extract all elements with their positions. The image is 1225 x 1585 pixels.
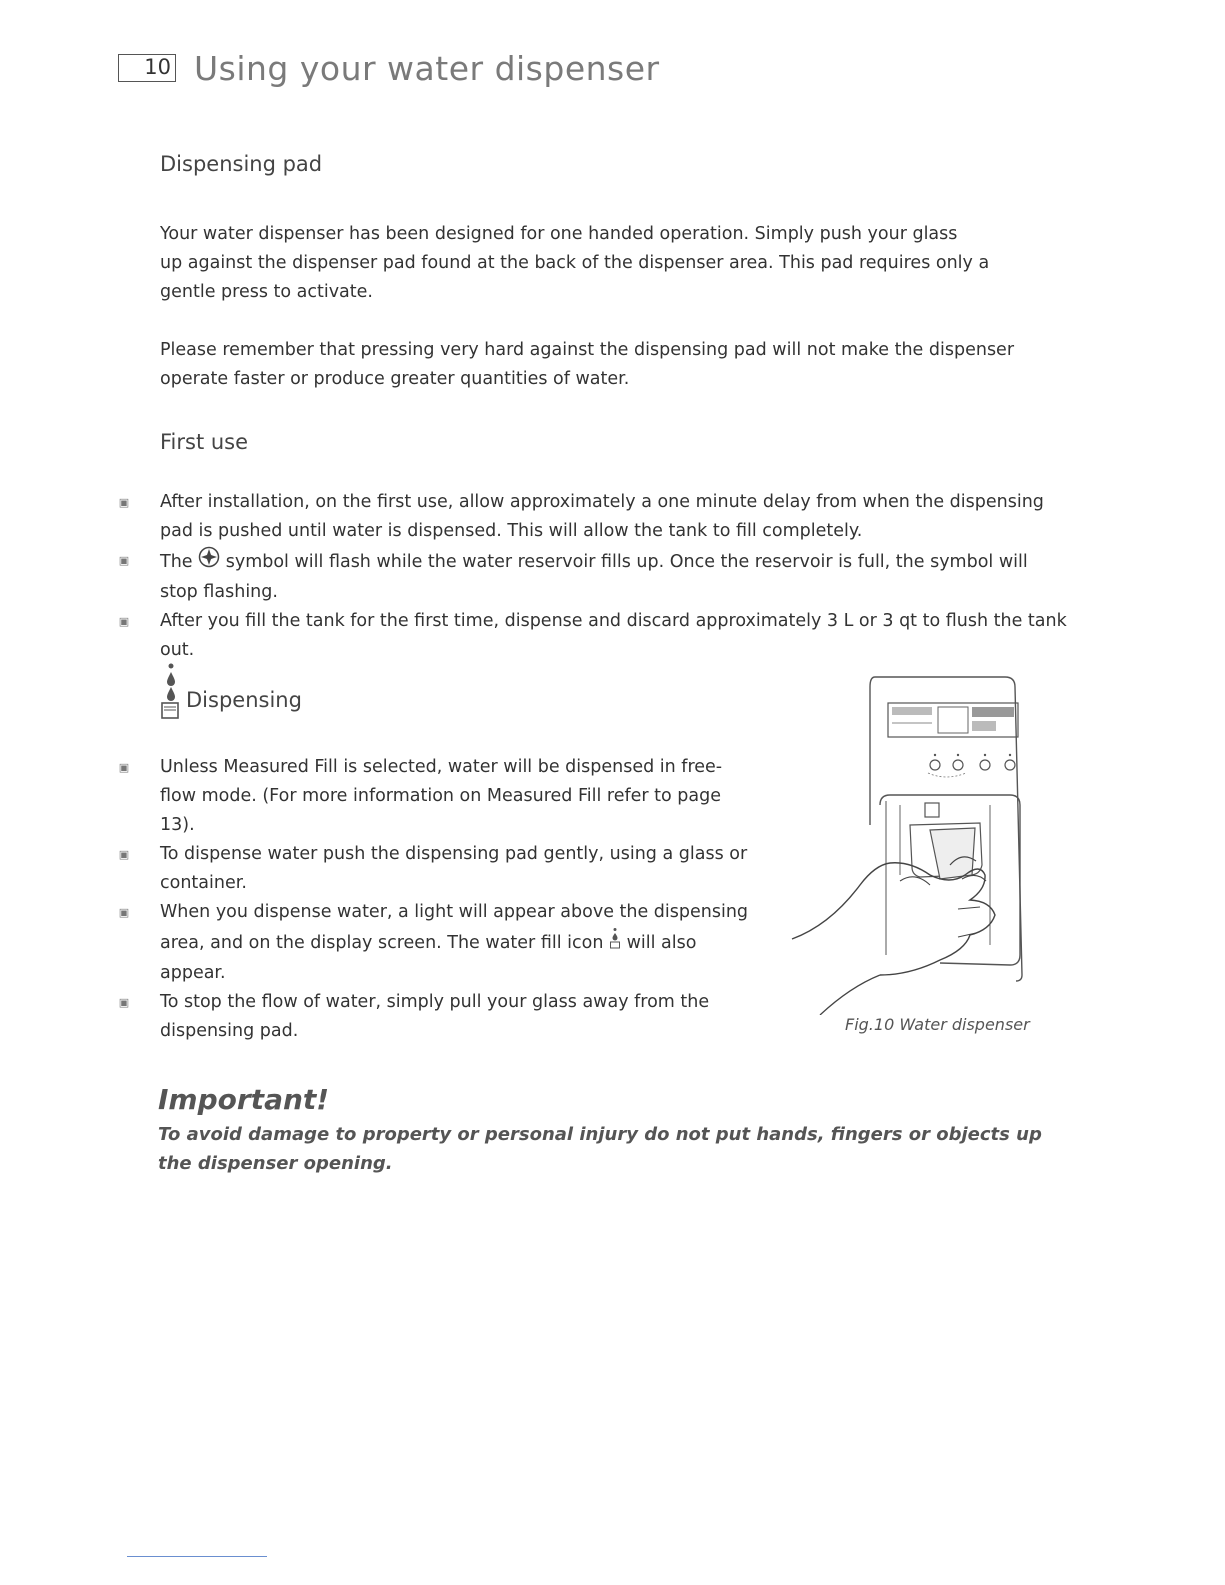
bullet-icon: ▣ <box>118 906 130 919</box>
page-number: 10 <box>118 54 176 82</box>
list-item <box>118 488 1068 546</box>
first-use-list <box>118 488 1068 665</box>
section-heading-dispensing <box>160 660 302 724</box>
figure-caption: Fig.10 Water dispenser <box>845 1015 1030 1034</box>
bullet-icon: ▣ <box>118 496 130 509</box>
list-item-text: After you fill the tank for the first time, dispense and discard approximately 3 L or 3 qt to flush the tank out. <box>160 611 1067 660</box>
list-item <box>118 840 758 898</box>
list-item-text: will also appear. <box>160 933 697 983</box>
list-item-text: The <box>160 552 193 572</box>
list-item-text: To dispense water push the dispensing pad gently, using a glass or container. <box>160 844 748 893</box>
reservoir-fill-icon <box>198 546 220 578</box>
bullet-icon: ▣ <box>118 848 130 861</box>
water-fill-icon <box>609 927 621 959</box>
dispensing-list <box>118 753 758 1046</box>
list-item <box>118 607 1068 665</box>
paragraph-line: operate faster or produce greater quantities of water. <box>160 369 630 389</box>
list-item-text: symbol will flash while the water reservoir fills up. Once the reservoir is full, the symbol will stop flashing. <box>160 552 1028 602</box>
list-item <box>118 753 758 840</box>
page-title: Using your water dispenser <box>194 48 660 88</box>
page-header <box>118 48 660 88</box>
list-item-text: When you dispense water, a light will appear above the dispensing area, and on the display screen. The water fill icon <box>160 902 749 953</box>
list-item-text: Unless Measured Fill is selected, water will be dispensed in free-flow mode. (For more information on Measured Fill refer to page 13). <box>160 757 723 835</box>
important-text: To avoid damage to property or personal injury do not put hands, fingers or objects up the dispenser opening. <box>158 1124 1042 1174</box>
bullet-icon: ▣ <box>118 996 130 1009</box>
dispensing-pad-paragraph-1 <box>160 220 1120 307</box>
water-fill-icon <box>160 660 182 724</box>
section-heading-first-use: First use <box>160 430 249 454</box>
dispensing-pad-paragraph-2 <box>160 336 1140 394</box>
water-dispenser-illustration <box>790 675 1050 1025</box>
paragraph-line: up against the dispenser pad found at the back of the dispenser area. This pad requires only a <box>160 253 990 273</box>
bullet-icon: ▣ <box>118 761 130 774</box>
important-title: Important! <box>158 1083 330 1116</box>
bullet-icon: ▣ <box>118 554 130 567</box>
footer-divider <box>127 1556 267 1557</box>
list-item-text: After installation, on the first use, allow approximately a one minute delay from when the dispensing pad is pushed until water is dispensed. This will allow the tank to fill completely. <box>160 492 1044 541</box>
dispensing-heading-text: Dispensing <box>186 688 302 712</box>
list-item <box>118 546 1068 607</box>
paragraph-line: Please remember that pressing very hard against the dispensing pad will not make the dispenser <box>160 340 1015 360</box>
paragraph-line: Your water dispenser has been designed for one handed operation. Simply push your glass <box>160 224 958 244</box>
list-item <box>118 898 758 988</box>
paragraph-line: gentle press to activate. <box>160 282 373 302</box>
list-item <box>118 988 758 1046</box>
bullet-icon: ▣ <box>118 615 130 628</box>
section-heading-dispensing-pad: Dispensing pad <box>160 152 323 176</box>
list-item-text: To stop the flow of water, simply pull your glass away from the dispensing pad. <box>160 992 710 1041</box>
